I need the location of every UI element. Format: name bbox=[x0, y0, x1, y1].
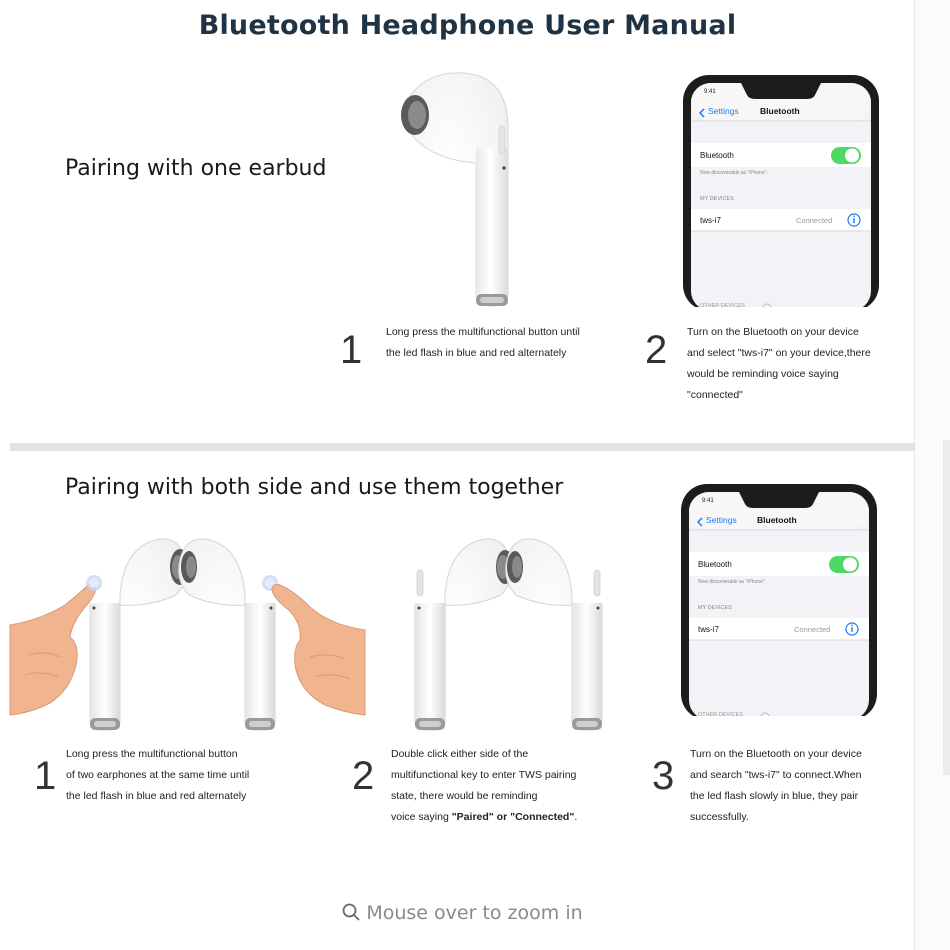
phone2-bluetooth-label: Bluetooth bbox=[698, 560, 732, 569]
sec2-step2-line3: state, there would be reminding bbox=[391, 790, 538, 802]
phone2-device-status: Connected bbox=[794, 625, 831, 634]
phone2-device-name: tws-i7 bbox=[698, 625, 719, 634]
zoom-hint-text: Mouse over to zoom in bbox=[366, 902, 583, 924]
section1-heading: Pairing with one earbud bbox=[65, 156, 327, 181]
sec2-step2-end: . bbox=[574, 811, 578, 823]
sec1-step1-number: 1 bbox=[340, 328, 363, 372]
phone2-back-settings: Settings bbox=[706, 515, 737, 525]
phone1-device-name: tws-i7 bbox=[700, 216, 721, 225]
sec2-step3-text: Turn on the Bluetooth on your device and search "tws-i7" to connect.When the led flash slowly in blue, they pair successfully. bbox=[690, 748, 862, 823]
sec2-step1-text: Long press the multifunctional button of two earphones at the same time until the led flash in blue and red alternately bbox=[66, 748, 250, 802]
sec2-step3-number: 3 bbox=[652, 754, 675, 798]
two-earbuds-with-fingers-image bbox=[10, 525, 365, 735]
magnifier-icon bbox=[342, 903, 360, 926]
phone1-my-devices-label: MY DEVICES bbox=[700, 196, 734, 202]
sec1-step2-number: 2 bbox=[645, 328, 668, 372]
sec1-step1-text: Long press the multifunctional button until the led flash in blue and red alternately bbox=[386, 326, 580, 359]
phone2-discoverable-text: Now discoverable as "iPhone". bbox=[698, 579, 767, 585]
sec2-step2-number: 2 bbox=[352, 754, 375, 798]
zoom-hint[interactable] bbox=[0, 902, 925, 926]
phone1-discoverable-text: Now discoverable as "iPhone". bbox=[700, 170, 769, 176]
right-side-tab bbox=[943, 440, 950, 775]
phone1-device-status: Connected bbox=[796, 216, 833, 225]
phone1-bluetooth-label: Bluetooth bbox=[700, 151, 734, 160]
phone2-time: 9:41 bbox=[702, 498, 714, 504]
phone2-screen-title: Bluetooth bbox=[757, 515, 797, 525]
single-earbud-image bbox=[398, 68, 523, 313]
sec2-step2-text bbox=[391, 744, 577, 828]
page-title: Bluetooth Headphone User Manual bbox=[198, 10, 737, 41]
phone2-other-devices-label: OTHER DEVICES bbox=[698, 712, 743, 718]
sec2-step2-line2: multifunctional key to enter TWS pairing bbox=[391, 769, 577, 781]
sec2-step2-line1: Double click either side of the bbox=[391, 748, 529, 760]
phone1-back-settings: Settings bbox=[708, 106, 739, 116]
section-divider bbox=[10, 443, 915, 451]
sec1-step2-text: Turn on the Bluetooth on your device and select "tws-i7" on your device,there would be reminding voice saying "connected" bbox=[687, 326, 871, 401]
phone1-screen-title: Bluetooth bbox=[760, 106, 800, 116]
sec2-step1-number: 1 bbox=[34, 754, 57, 798]
phone1-time: 9:41 bbox=[704, 89, 716, 95]
two-earbuds-pairing-image bbox=[405, 525, 610, 735]
sec2-step2-line4: voice saying bbox=[391, 811, 452, 823]
phone2-my-devices-label: MY DEVICES bbox=[698, 605, 732, 611]
section2-heading: Pairing with both side and use them together bbox=[65, 475, 564, 500]
phone1-other-devices-label: OTHER DEVICES bbox=[700, 303, 745, 309]
sec2-step2-bold-phrase: "Paired" or "Connected" bbox=[451, 811, 575, 823]
